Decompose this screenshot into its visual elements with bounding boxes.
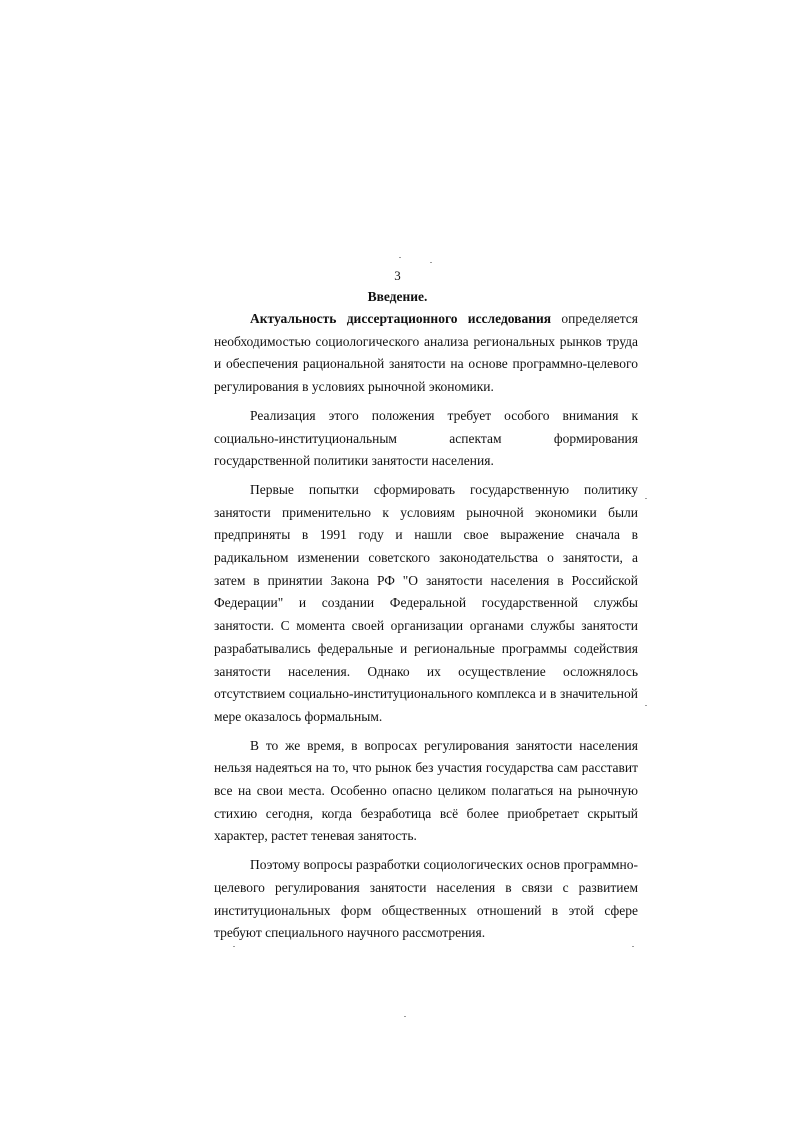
scan-speck (645, 498, 647, 499)
paragraph-implementation (214, 405, 638, 473)
paragraph-text: Первые попытки сформировать государственную политику занятости применительно к условиям рыночной экономики были предприняты в 1991 году и нашли свое выражение сначала в радикальном изменении советского законодательства о занятости, а затем в принятии Закона РФ "О занятости населения в Российской Федерации" и создании Федеральной государственной службы занятости. С момента своей организации органами службы занятости разрабатывались федеральные и региональные программы содействия занятости населения. Однако их осуществление осложнялось отсутствием социально-институционального комплекса и в значительной мере оказалось формальным. (214, 481, 638, 724)
paragraph-text: определяется необходимостью социологического анализа региональных рынков труда и обеспечения рациональной занятости на основе программно-целевого регулирования в условиях рыночной экономики. (214, 311, 638, 395)
scan-speck (404, 1016, 406, 1017)
page-number: 3 (394, 268, 401, 283)
paragraph-text: Реализация этого положения требует особого внимания к социально-институциональным аспектам формирования государственной политики занятости населения. (214, 407, 638, 469)
section-heading: Введение. (367, 289, 428, 304)
body-text (214, 308, 638, 951)
scan-speck (645, 705, 647, 706)
paragraph-relevance (214, 308, 638, 399)
scan-speck (399, 257, 401, 258)
paragraph-first-attempts (214, 479, 638, 729)
relevance-lead: Актуальность диссертационного исследования (250, 311, 552, 326)
paragraph-market-regulation (214, 735, 638, 849)
scan-speck (430, 262, 432, 263)
paragraph-conclusion (214, 854, 638, 945)
paragraph-text: Поэтому вопросы разработки социологических основ программно-целевого регулирования занятости населения в связи с развитием институциональных форм общественных отношений в этой сфере требуют специального научного рассмотрения. (214, 857, 638, 941)
paragraph-text: В то же время, в вопросах регулирования занятости населения нельзя надеяться на то, что рынок без участия государства сам расставит все на свои места. Особенно опасно целиком полагаться на рыночную стихию сегодня, когда безработица всё более приобретает скрытый характер, растет теневая занятость. (214, 737, 638, 844)
